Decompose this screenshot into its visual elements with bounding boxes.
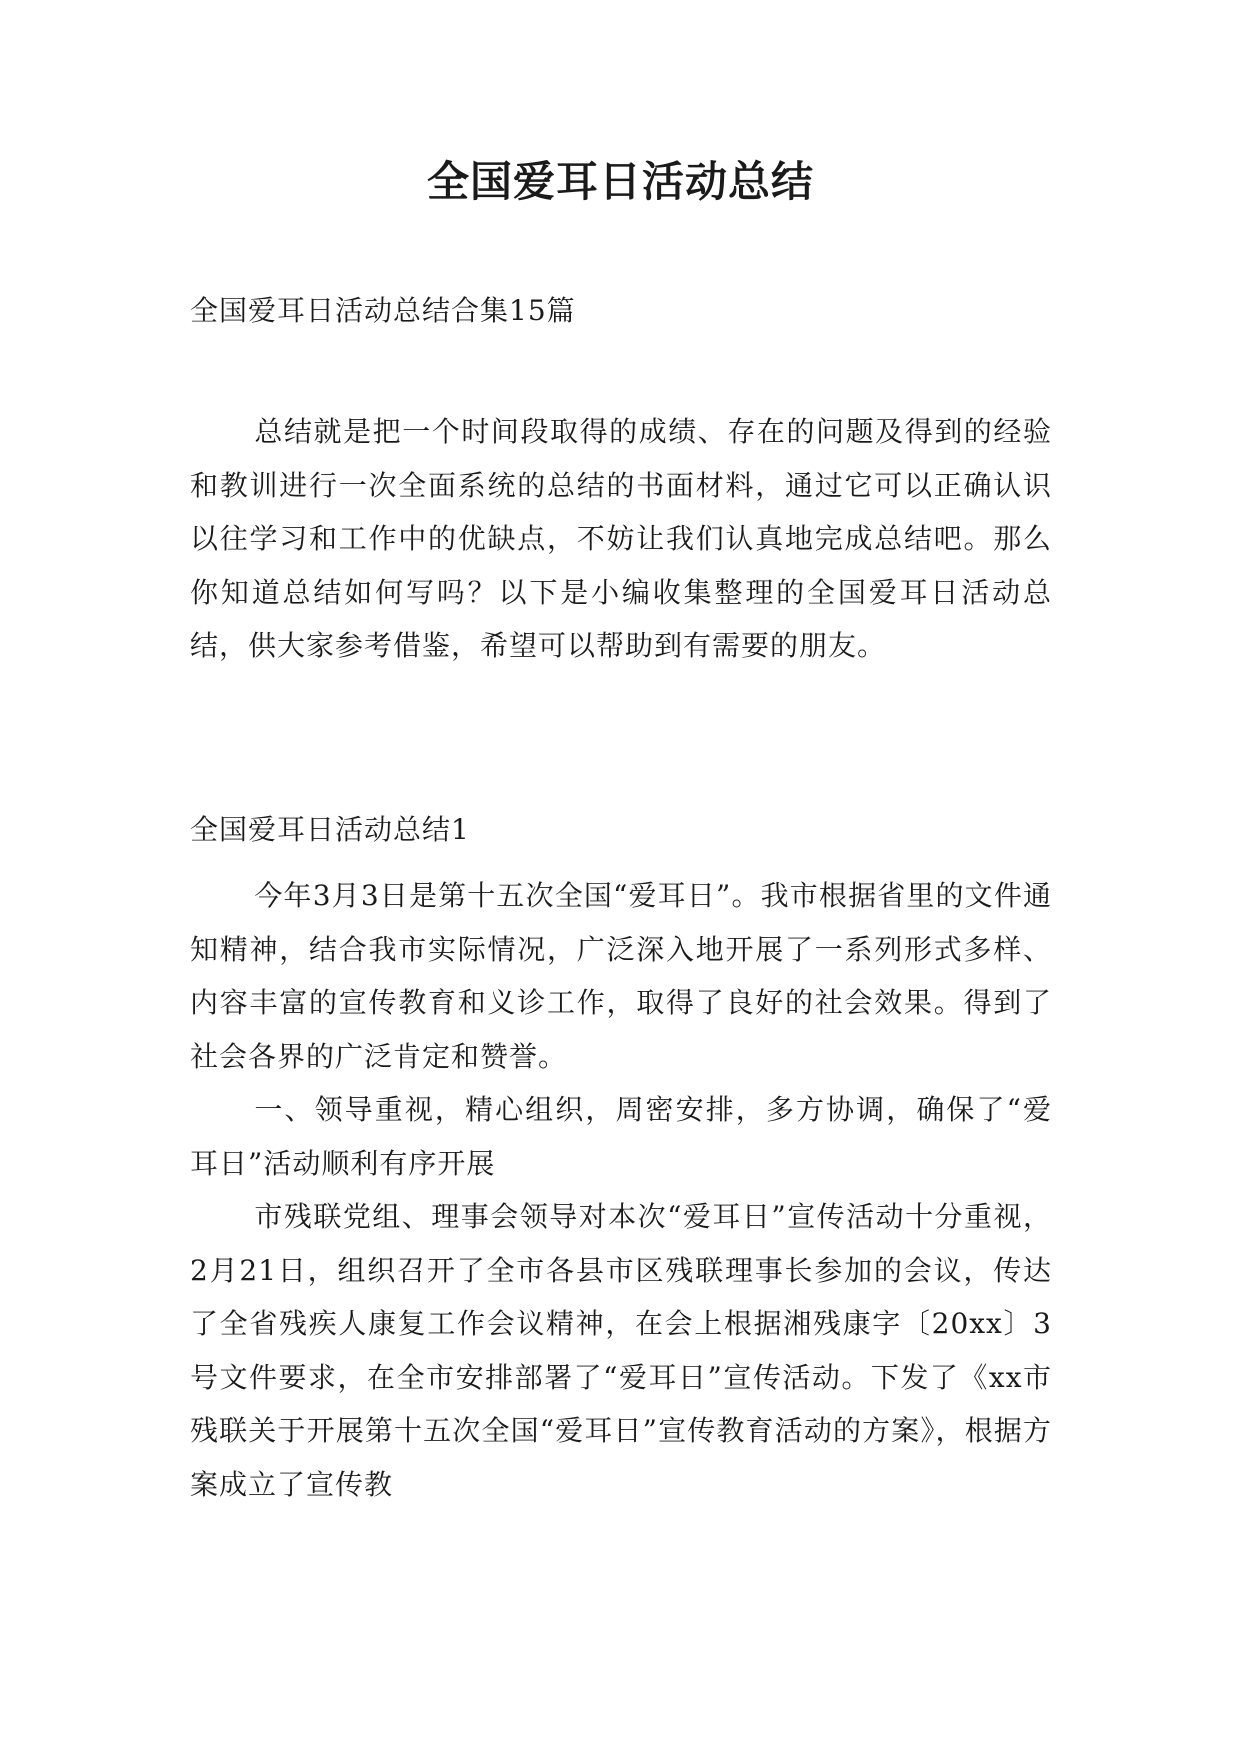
body-paragraph: 一、领导重视，精心组织，周密安排，多方协调，确保了“爱耳日”活动顺利有序开展 [190,1093,1052,1180]
intro-paragraph: 总结就是把一个时间段取得的成绩、存在的问题及得到的经验和教训进行一次全面系统的总结的书面材料，通过它可以正确认识以往学习和工作中的优缺点，不妨让我们认真地完成总结吧。那么你知道总结如何写吗？以下是小编收集整理的全国爱耳日活动总结，供大家参考借鉴，希望可以帮助到有需要的朋友。 [190,415,1052,662]
page-title: 全国爱耳日活动总结 [426,157,814,206]
section-heading: 全国爱耳日活动总结1 [190,813,470,846]
section-body [190,869,1052,1511]
body-paragraph: 今年3月3日是第十五次全国“爱耳日”。我市根据省里的文件通知精神，结合我市实际情况，广泛深入地开展了一系列形式多样、内容丰富的宣传教育和义诊工作，取得了良好的社会效果。得到了社会各界的广泛肯定和赞誉。 [190,879,1052,1073]
body-paragraph: 市残联党组、理事会领导对本次“爱耳日”宣传活动十分重视，2月21日，组织召开了全市各县市区残联理事长参加的会议，传达了全省残疾人康复工作会议精神，在会上根据湘残康字〔20xx〕3号文件要求，在全市安排部署了“爱耳日”宣传活动。下发了《xx市残联关于开展第十五次全国“爱耳日”宣传教育活动的方案》，根据方案成立了宣传教 [190,1200,1052,1501]
document-subtitle: 全国爱耳日活动总结合集15篇 [190,294,576,327]
